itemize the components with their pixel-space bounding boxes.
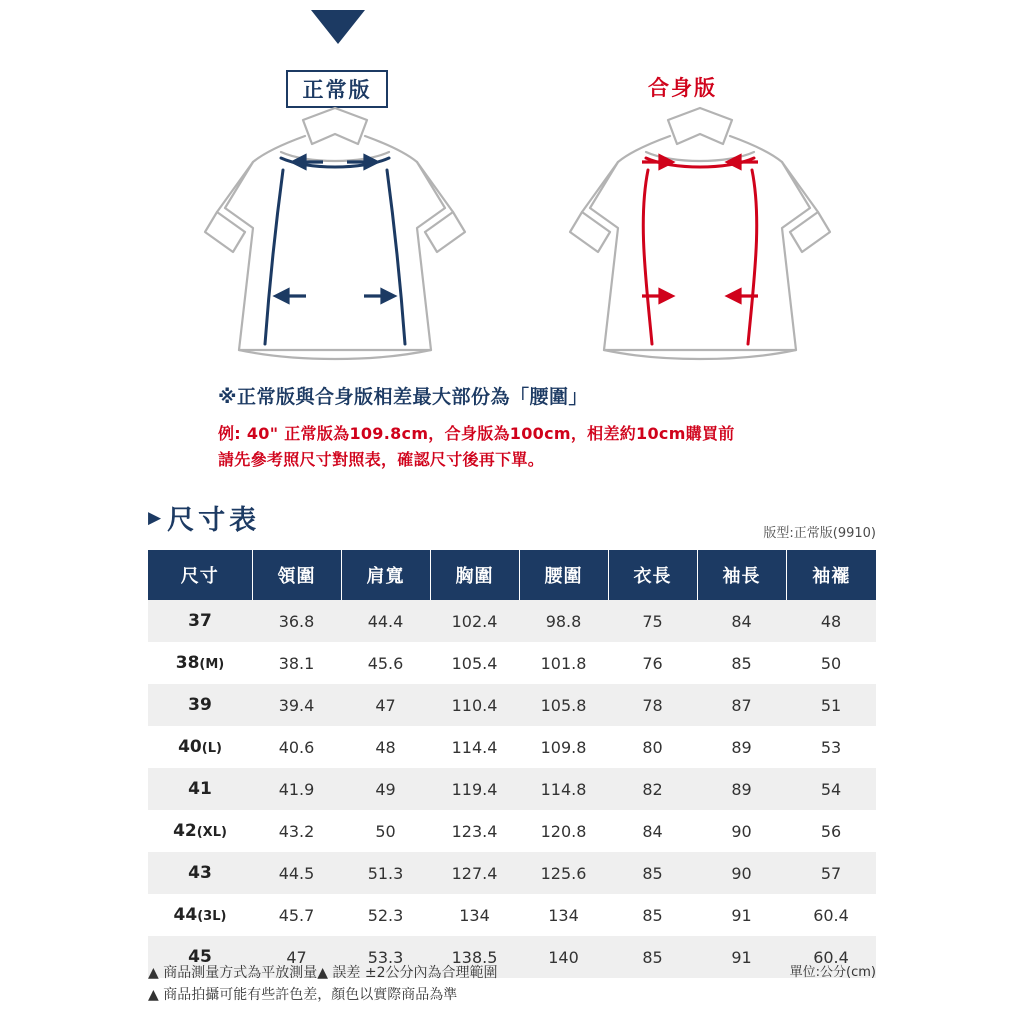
cell-chest: 114.4 bbox=[451, 737, 498, 757]
cell-cuff: 60.4 bbox=[813, 947, 849, 967]
cell-shoulder: 48 bbox=[375, 737, 396, 757]
cell-shoulder: 53.3 bbox=[367, 947, 404, 967]
cell-length: 76 bbox=[642, 653, 663, 673]
cell-shoulder: 52.3 bbox=[367, 905, 404, 925]
cell-length: 84 bbox=[642, 821, 663, 841]
cell-waist: 101.8 bbox=[540, 653, 587, 673]
cell-waist: 114.8 bbox=[540, 779, 587, 799]
column-header-length: 衣長 bbox=[608, 550, 697, 600]
cell-neck: 36.8 bbox=[278, 611, 315, 631]
cell-cuff: 57 bbox=[820, 863, 842, 883]
table-row bbox=[148, 810, 876, 852]
column-header-waist: 腰圍 bbox=[519, 550, 608, 600]
cell-sleeve: 85 bbox=[731, 653, 752, 673]
column-header-neck: 領圍 bbox=[252, 550, 341, 600]
cell-neck: 39.4 bbox=[278, 695, 315, 715]
footer-notes bbox=[148, 962, 876, 1007]
cell-size: 44(3L) bbox=[173, 905, 227, 925]
footer-note-line-2: ▲ 商品拍攝可能有些許色差，顏色以實際商品為準 bbox=[148, 987, 458, 1004]
cell-sleeve: 89 bbox=[731, 737, 752, 757]
cell-chest: 134 bbox=[459, 905, 490, 925]
cell-cuff: 51 bbox=[820, 695, 842, 715]
footer-note-line-1: ▲ 商品測量方式為平放測量▲ 誤差 ±2公分內為合理範圍 bbox=[148, 965, 498, 981]
cell-sleeve: 90 bbox=[731, 863, 752, 883]
cell-chest: 127.4 bbox=[451, 863, 498, 883]
cell-sleeve: 91 bbox=[731, 947, 752, 967]
cell-waist: 120.8 bbox=[540, 821, 587, 841]
cell-length: 78 bbox=[642, 695, 663, 715]
slim-fit-label: 合身版 bbox=[648, 76, 717, 100]
cell-neck: 38.1 bbox=[278, 653, 315, 673]
cell-size: 45 bbox=[188, 947, 212, 967]
table-row bbox=[148, 600, 876, 642]
note-example-line-2: 請先參考照尺寸對照表，確認尺寸後再下單。 bbox=[218, 449, 545, 469]
column-header-size: 尺寸 bbox=[148, 550, 252, 600]
cell-shoulder: 45.6 bbox=[367, 653, 404, 673]
table-row bbox=[148, 768, 876, 810]
cell-sleeve: 84 bbox=[731, 611, 752, 631]
cell-neck: 43.2 bbox=[278, 821, 315, 841]
cell-cuff: 54 bbox=[820, 779, 842, 799]
column-header-chest: 胸圍 bbox=[430, 550, 519, 600]
cell-cuff: 56 bbox=[820, 821, 842, 841]
cell-size: 39 bbox=[188, 695, 212, 715]
table-header-row bbox=[148, 550, 876, 600]
note-example-line-1: 例: 40" 正常版為109.8cm，合身版為100cm，相差約10cm購買前 bbox=[218, 424, 735, 443]
normal-fit-shirt-illustration bbox=[195, 100, 475, 370]
cell-chest: 123.4 bbox=[451, 821, 498, 841]
size-table bbox=[148, 550, 876, 978]
cell-cuff: 50 bbox=[820, 653, 842, 673]
table-row bbox=[148, 852, 876, 894]
cell-size: 41 bbox=[188, 779, 212, 799]
cell-waist: 105.8 bbox=[540, 695, 587, 715]
cell-chest: 102.4 bbox=[451, 611, 498, 631]
cell-shoulder: 44.4 bbox=[367, 611, 404, 631]
cell-sleeve: 90 bbox=[731, 821, 752, 841]
cell-length: 85 bbox=[642, 905, 663, 925]
table-row bbox=[148, 726, 876, 768]
cell-length: 80 bbox=[642, 737, 663, 757]
fit-comparison-diagram bbox=[0, 0, 1024, 400]
table-row bbox=[148, 684, 876, 726]
fit-type-note: 版型:正常版(9910) bbox=[763, 526, 876, 541]
cell-neck: 41.9 bbox=[278, 779, 315, 799]
cell-shoulder: 49 bbox=[375, 779, 396, 799]
cell-shoulder: 51.3 bbox=[367, 863, 404, 883]
cell-neck: 47 bbox=[286, 947, 307, 967]
cell-waist: 109.8 bbox=[540, 737, 587, 757]
cell-cuff: 60.4 bbox=[813, 905, 849, 925]
column-header-cuff: 袖襬 bbox=[786, 550, 876, 600]
table-row bbox=[148, 894, 876, 936]
column-header-sleeve: 袖長 bbox=[697, 550, 786, 600]
cell-size: 43 bbox=[188, 863, 212, 883]
cell-chest: 119.4 bbox=[451, 779, 498, 799]
cell-length: 85 bbox=[642, 947, 663, 967]
down-triangle-icon bbox=[311, 10, 365, 44]
caret-right-icon: ▶ bbox=[148, 507, 162, 528]
cell-size: 42(XL) bbox=[173, 821, 227, 841]
slim-fit-shirt-illustration bbox=[560, 100, 840, 370]
cell-length: 85 bbox=[642, 863, 663, 883]
cell-waist: 134 bbox=[548, 905, 579, 925]
size-chart-title-text: 尺寸表 bbox=[167, 505, 261, 536]
note-main-text: ※正常版與合身版相差最大部份為「腰圍」 bbox=[218, 386, 588, 408]
cell-size: 37 bbox=[188, 611, 212, 631]
cell-size: 40(L) bbox=[178, 737, 222, 757]
cell-cuff: 48 bbox=[820, 611, 842, 631]
cell-chest: 138.5 bbox=[451, 947, 498, 967]
cell-waist: 140 bbox=[548, 947, 579, 967]
cell-sleeve: 87 bbox=[731, 695, 752, 715]
cell-waist: 125.6 bbox=[540, 863, 587, 883]
fit-difference-note bbox=[218, 382, 1008, 472]
cell-length: 82 bbox=[642, 779, 663, 799]
cell-shoulder: 50 bbox=[375, 821, 396, 841]
cell-neck: 44.5 bbox=[278, 863, 315, 883]
cell-size: 38(M) bbox=[175, 653, 225, 673]
cell-neck: 45.7 bbox=[278, 905, 315, 925]
unit-note: 單位:公分(cm) bbox=[789, 965, 876, 980]
cell-cuff: 53 bbox=[820, 737, 842, 757]
column-header-shoulder: 肩寬 bbox=[341, 550, 430, 600]
cell-chest: 110.4 bbox=[451, 695, 498, 715]
cell-waist: 98.8 bbox=[545, 611, 582, 631]
table-row bbox=[148, 642, 876, 684]
size-chart-title bbox=[148, 498, 260, 537]
cell-sleeve: 89 bbox=[731, 779, 752, 799]
cell-neck: 40.6 bbox=[278, 737, 315, 757]
normal-fit-label: 正常版 bbox=[286, 70, 388, 108]
cell-length: 75 bbox=[642, 611, 663, 631]
cell-shoulder: 47 bbox=[375, 695, 396, 715]
cell-sleeve: 91 bbox=[731, 905, 752, 925]
cell-chest: 105.4 bbox=[451, 653, 498, 673]
